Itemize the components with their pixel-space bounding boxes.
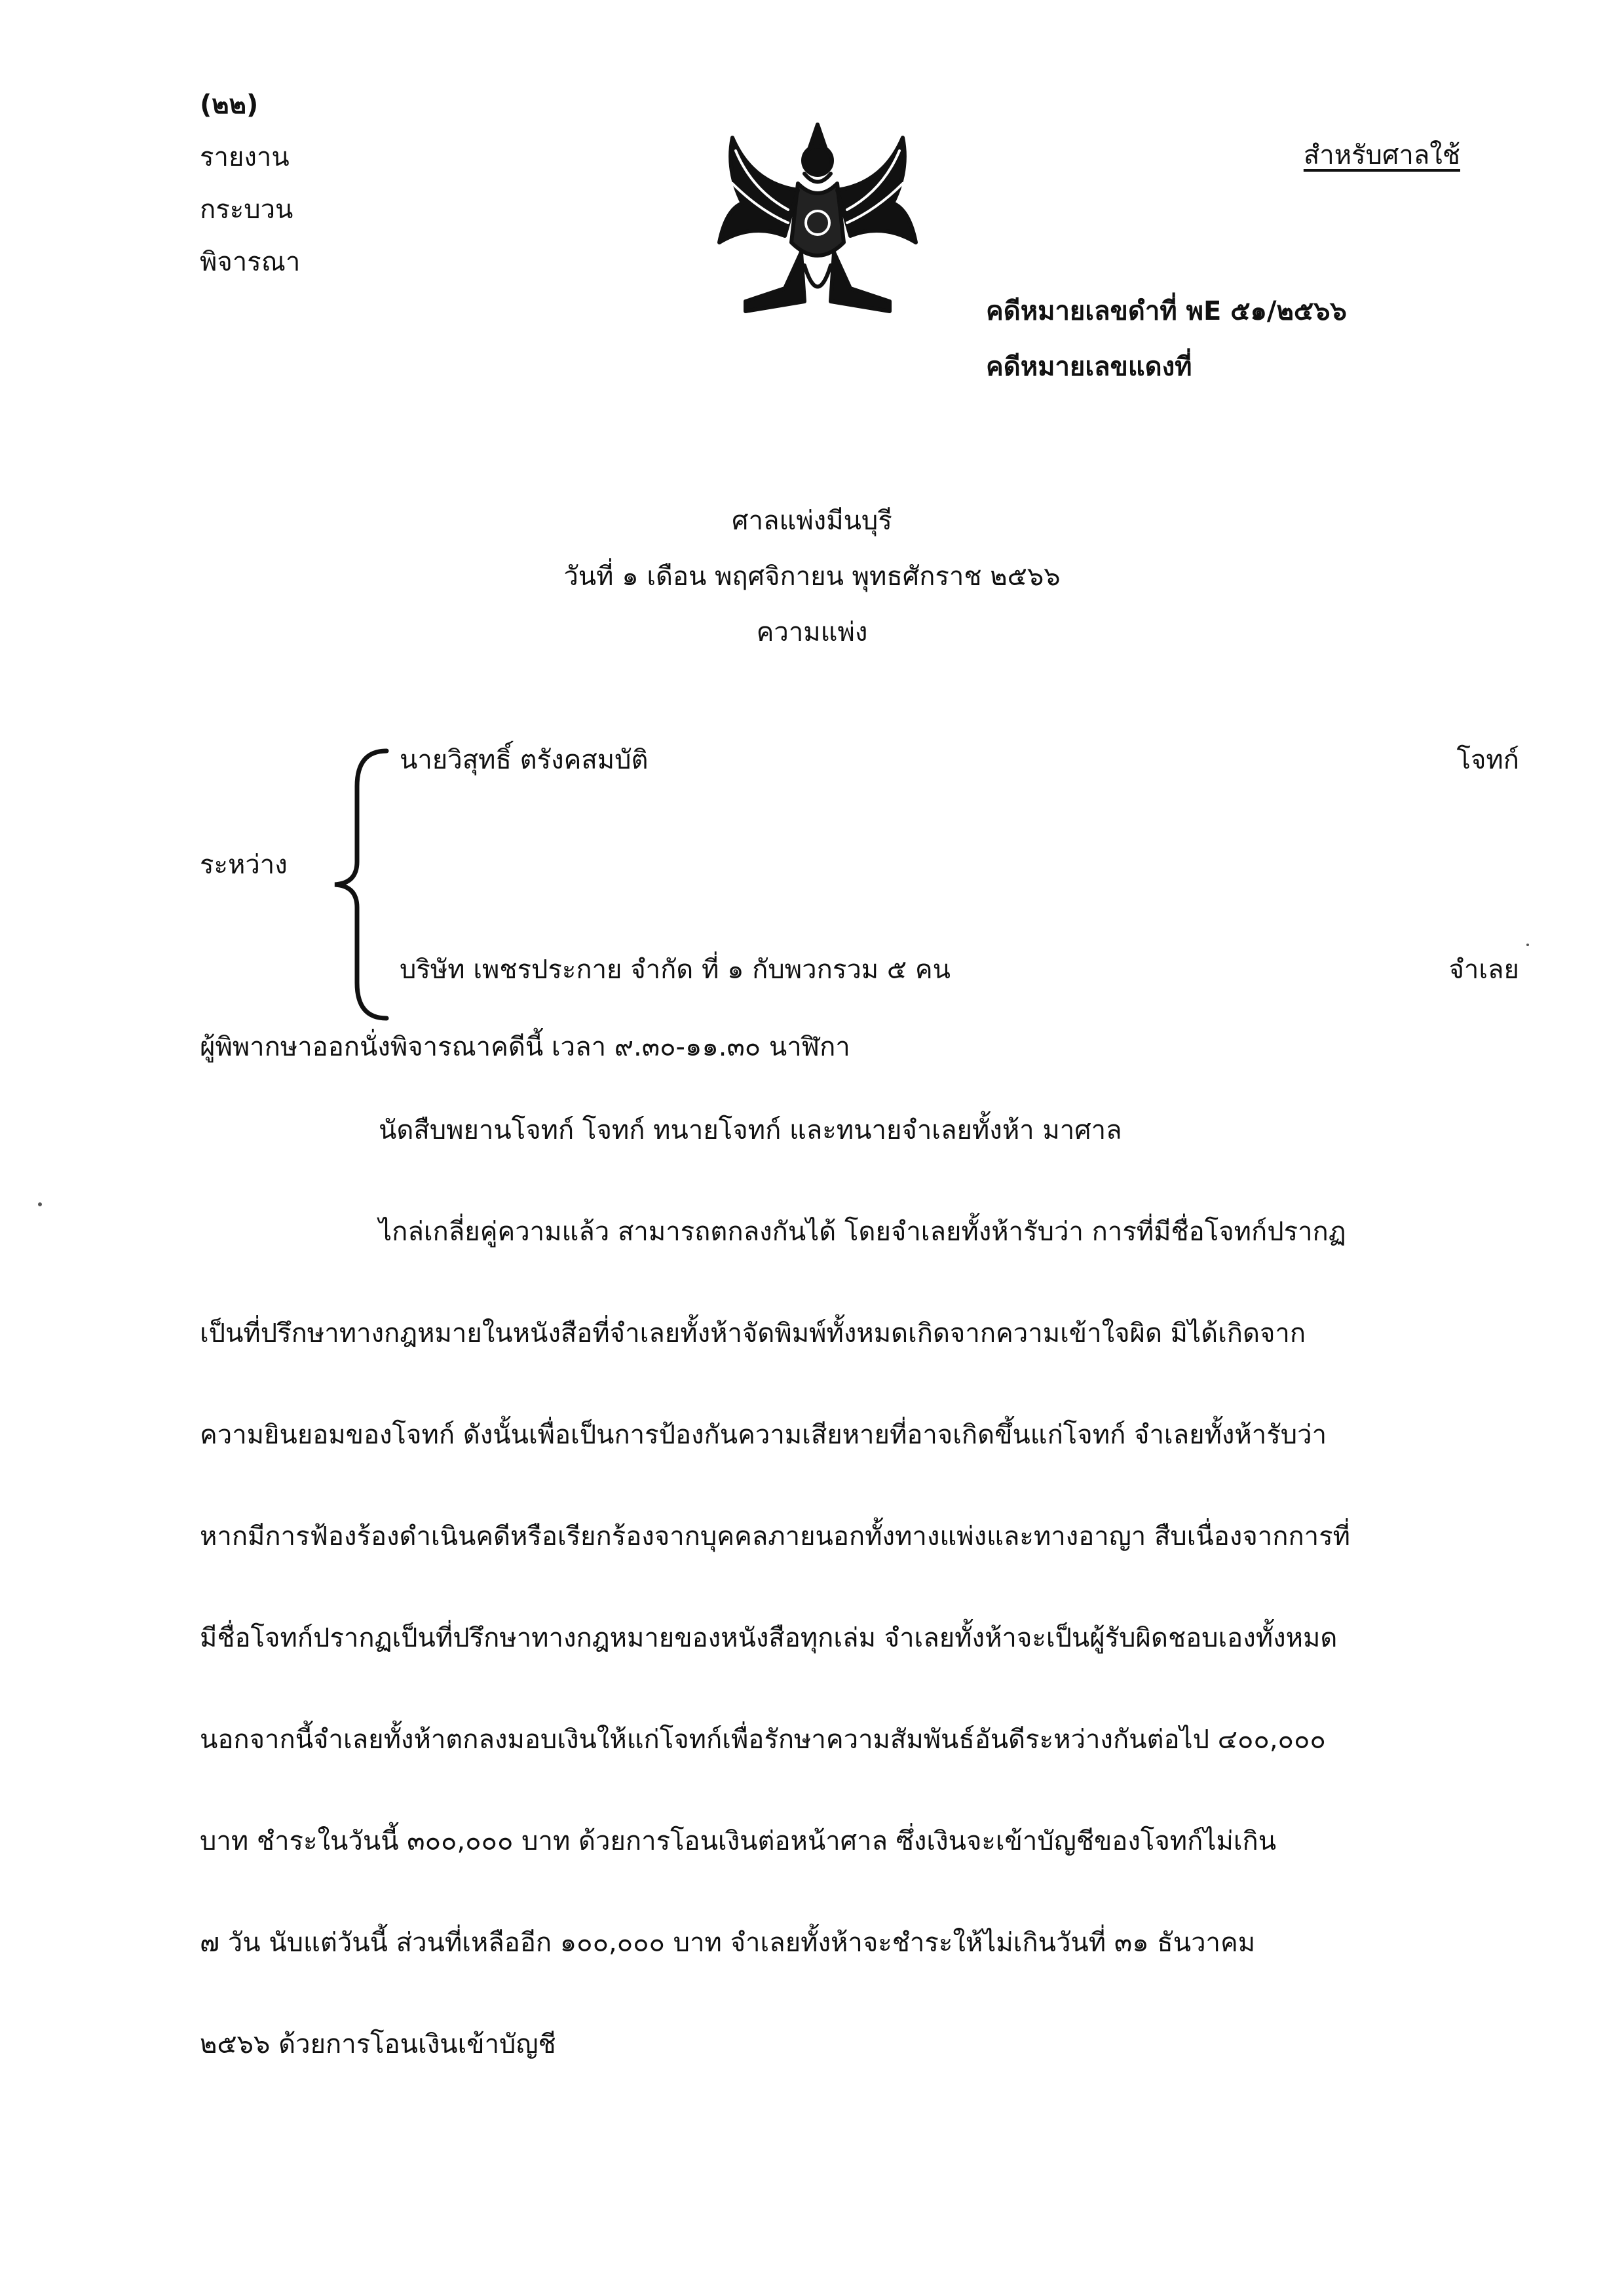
paragraph-line: ๗ วัน นับแต่วันนี้ ส่วนที่เหลืออีก ๑๐๐,๐๐๐ บาท จำเลยทั้งห้าจะชำระให้ไม่เกินวันที่ ๓๑ ธันวาคม: [200, 1928, 1256, 1958]
paragraph-line: เป็นที่ปรึกษาทางกฎหมายในหนังสือที่จำเลยทั้งห้าจัดพิมพ์ทั้งหมดเกิดจากความเข้าใจผิด มิได้เกิดจาก: [200, 1318, 1306, 1349]
court-name: ศาลแพ่งมีนบุรี: [732, 506, 892, 536]
between-label: ระหว่าง: [200, 850, 288, 880]
curly-brace-icon: [331, 747, 390, 1027]
paragraph-line: นอกจากนี้จำเลยทั้งห้าตกลงมอบเงินให้แก่โจทก์เพื่อรักษาความสัมพันธ์อันดีระหว่างกันต่อไป ๔๐๐,๐๐๐: [200, 1725, 1326, 1755]
defendant-name: บริษัท เพชรประกาย จำกัด ที่ ๑ กับพวกรวม ๕ คน: [400, 955, 951, 985]
plaintiff-name: นายวิสุทธิ์ ตรังคสมบัติ: [400, 745, 649, 775]
court-use-label: สำหรับศาลใช้: [1303, 140, 1460, 170]
paragraph-line: ๒๕๖๖ ด้วยการโอนเงินเข้าบัญชี: [200, 2029, 556, 2059]
garuda-emblem-icon: [706, 111, 929, 339]
form-code: (๒๒): [200, 90, 259, 120]
paragraph-line: ความยินยอมของโจทก์ ดังนั้นเพื่อเป็นการป้องกันความเสียหายที่อาจเกิดขึ้นแก่โจทก์ จำเลยทั้งห้ารับว่า: [200, 1420, 1327, 1450]
paragraph-line: มีชื่อโจทก์ปรากฏเป็นที่ปรึกษาทางกฎหมายของหนังสือทุกเล่ม จำเลยทั้งห้าจะเป็นผู้รับผิดชอบเองทั้งหมด: [200, 1623, 1338, 1653]
session-line: ผู้พิพากษาออกนั่งพิจารณาคดีนี้ เวลา ๙.๓๐-๑๑.๓๐ นาฬิกา: [200, 1032, 850, 1062]
black-case-number: คดีหมายเลขดำที่ พE ๕๑/๒๕๖๖: [986, 296, 1347, 326]
paragraph-line: หากมีการฟ้องร้องดำเนินคดีหรือเรียกร้องจากบุคคลภายนอกทั้งทางแพ่งและทางอาญา สืบเนื่องจากการที่: [200, 1521, 1350, 1552]
scan-speck: [38, 1202, 42, 1206]
hearing-date: วันที่ ๑ เดือน พฤศจิกายน พุทธศักราช ๒๕๖๖: [563, 562, 1061, 592]
red-case-number: คดีหมายเลขแดงที่: [986, 352, 1192, 382]
form-name-line: กระบวน: [200, 195, 293, 225]
paragraph-line: ไกล่เกลี่ยคู่ความแล้ว สามารถตกลงกันได้ โดยจำเลยทั้งห้ารับว่า การที่มีชื่อโจทก์ปรากฏ: [379, 1217, 1346, 1247]
scan-speck: [1526, 944, 1529, 946]
defendant-role: จำเลย: [1448, 955, 1519, 985]
plaintiff-role: โจทก์: [1456, 745, 1519, 775]
appearance-line: นัดสืบพยานโจทก์ โจทก์ ทนายโจทก์ และทนายจำเลยทั้งห้า มาศาล: [379, 1115, 1122, 1145]
case-type: ความแพ่ง: [756, 617, 868, 647]
form-name-line: รายงาน: [200, 142, 290, 172]
form-name-line: พิจารณา: [200, 247, 301, 277]
paragraph-line: บาท ชำระในวันนี้ ๓๐๐,๐๐๐ บาท ด้วยการโอนเงินต่อหน้าศาล ซึ่งเงินจะเข้าบัญชีของโจทก์ไม่เกิน: [200, 1826, 1277, 1856]
